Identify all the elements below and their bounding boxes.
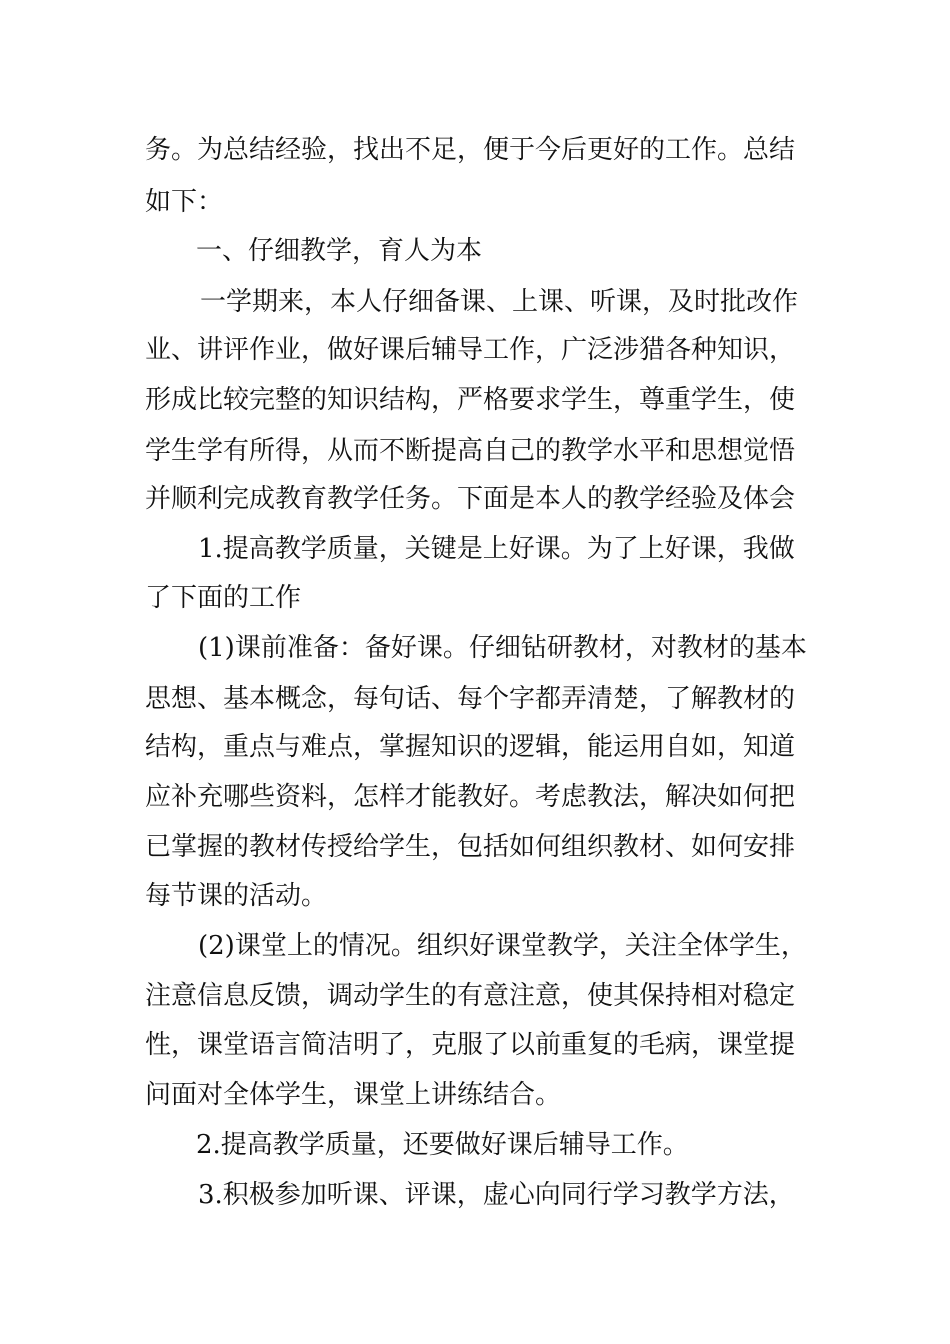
text-line: 并顺利完成教育教学任务。下面是本人的教学经验及体会	[145, 484, 796, 514]
text-line: 了下面的工作	[145, 583, 302, 613]
text-line: 应补充哪些资料，怎样才能教好。考虑教法，解决如何把	[145, 782, 796, 812]
text-line: 一学期来，本人仔细备课、上课、听课，及时批改作	[200, 287, 799, 317]
text-line: 注意信息反馈，调动学生的有意注意，使其保持相对稳定	[145, 981, 796, 1011]
text-line: 务。为总结经验，找出不足，便于今后更好的工作。总结	[145, 135, 796, 165]
text-line: 业、讲评作业，做好课后辅导工作，广泛涉猎各种知识，	[145, 335, 796, 365]
text-line: 形成比较完整的知识结构，严格要求学生，尊重学生，使	[145, 385, 796, 415]
text-line: 思想、基本概念，每句话、每个字都弄清楚，了解教材的	[145, 684, 796, 714]
text-line: 问面对全体学生，课堂上讲练结合。	[145, 1080, 562, 1110]
text-line: 结构，重点与难点，掌握知识的逻辑，能运用自如，知道	[145, 732, 796, 762]
text-line: 3.积极参加听课、评课，虚心向同行学习教学方法，	[198, 1180, 795, 1210]
text-line: 已掌握的教材传授给学生，包括如何组织教材、如何安排	[145, 832, 796, 862]
text-line: (1)课前准备：备好课。仔细钻研教材，对教材的基本	[198, 633, 807, 663]
text-line: 1.提高教学质量，关键是上好课。为了上好课，我做	[198, 534, 795, 564]
text-line: 2.提高教学质量，还要做好课后辅导工作。	[196, 1130, 689, 1160]
text-line: 性，课堂语言简洁明了，克服了以前重复的毛病，课堂提	[145, 1030, 796, 1060]
text-line: 每节课的活动。	[145, 881, 328, 911]
section-heading: 一、仔细教学，育人为本	[196, 236, 483, 266]
text-line: (2)课堂上的情况。组织好课堂教学，关注全体学生，	[198, 931, 807, 961]
text-line: 学生学有所得，从而不断提高自己的教学水平和思想觉悟	[145, 436, 796, 466]
text-line: 如下：	[145, 187, 224, 217]
